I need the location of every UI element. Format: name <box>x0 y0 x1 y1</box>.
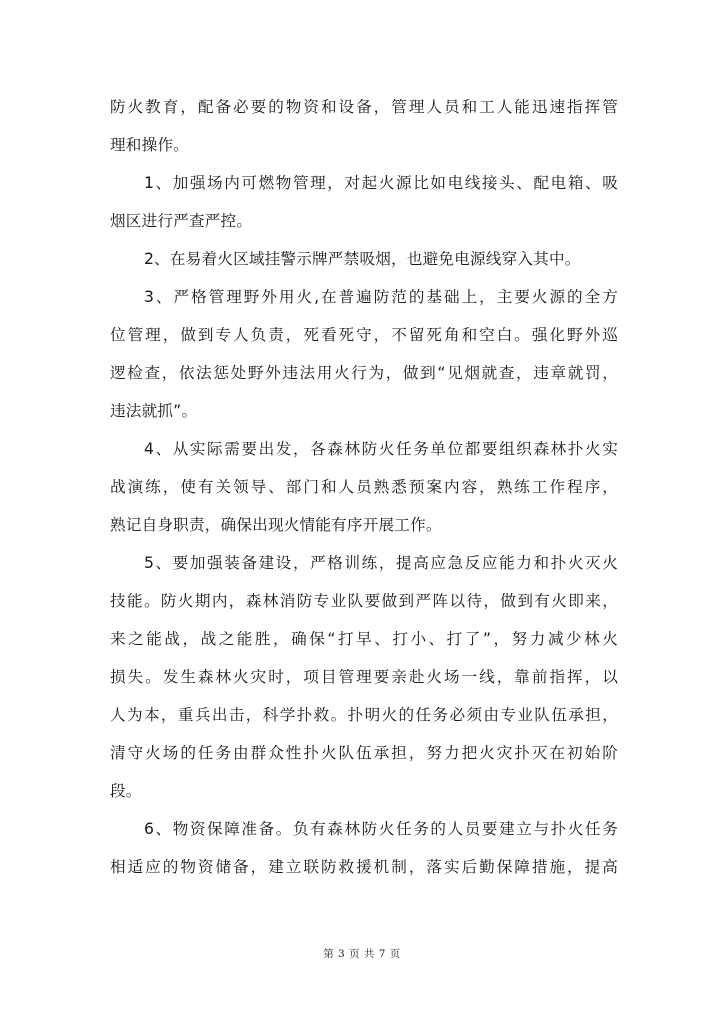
text-line: 段。 <box>110 782 142 800</box>
text-line: 技能。防火期内，森林消防专业队要做到严阵以待，做到有火即来， <box>110 592 618 610</box>
text-line: 烟区进行严查严控。 <box>110 212 253 230</box>
text-line: 2、在易着火区域挂警示牌严禁吸烟，也避免电源线穿入其中。 <box>144 250 581 268</box>
text-line: 6、物资保障准备。负有森林防火任务的人员要建立与扑火任务 <box>144 820 618 838</box>
text-line: 1、加强场内可燃物管理，对起火源比如电线接头、配电箱、吸 <box>144 174 618 192</box>
text-line: 战演练，使有关领导、部门和人员熟悉预案内容，熟练工作程序， <box>110 478 618 496</box>
text-line: 相适应的物资储备，建立联防救援机制，落实后勤保障措施，提高 <box>110 858 618 876</box>
text-line: 清守火场的任务由群众性扑火队伍承担，努力把火灾扑灭在初始阶 <box>110 744 618 762</box>
text-line: 逻检查，依法惩处野外违法用火行为，做到“见烟就查，违章就罚， <box>110 364 618 382</box>
text-line: 熟记自身职责，确保出现火情能有序开展工作。 <box>110 516 442 534</box>
text-line: 损失。发生森林火灾时，项目管理要亲赴火场一线，靠前指挥，以 <box>110 668 618 686</box>
text-line: 3、严格管理野外用火,在普遍防范的基础上，主要火源的全方 <box>144 288 618 306</box>
document-body <box>110 88 618 886</box>
text-line: 来之能战，战之能胜，确保“打早、打小、打了”，努力减少林火 <box>110 630 618 648</box>
text-line: 违法就抓”。 <box>110 402 198 420</box>
text-line: 4、从实际需要出发，各森林防火任务单位都要组织森林扑火实 <box>144 440 618 458</box>
text-line: 位管理，做到专人负责，死看死守，不留死角和空白。强化野外巡 <box>110 326 618 344</box>
text-line: 5、要加强装备建设，严格训练，提高应急反应能力和扑火灭火 <box>144 554 618 572</box>
page-number-footer: 第 3 页 共 7 页 <box>323 948 401 960</box>
text-line: 人为本，重兵出击，科学扑救。扑明火的任务必须由专业队伍承担， <box>110 706 618 724</box>
text-line: 理和操作。 <box>110 136 189 154</box>
text-line: 防火教育，配备必要的物资和设备，管理人员和工人能迅速指挥管 <box>110 98 618 116</box>
